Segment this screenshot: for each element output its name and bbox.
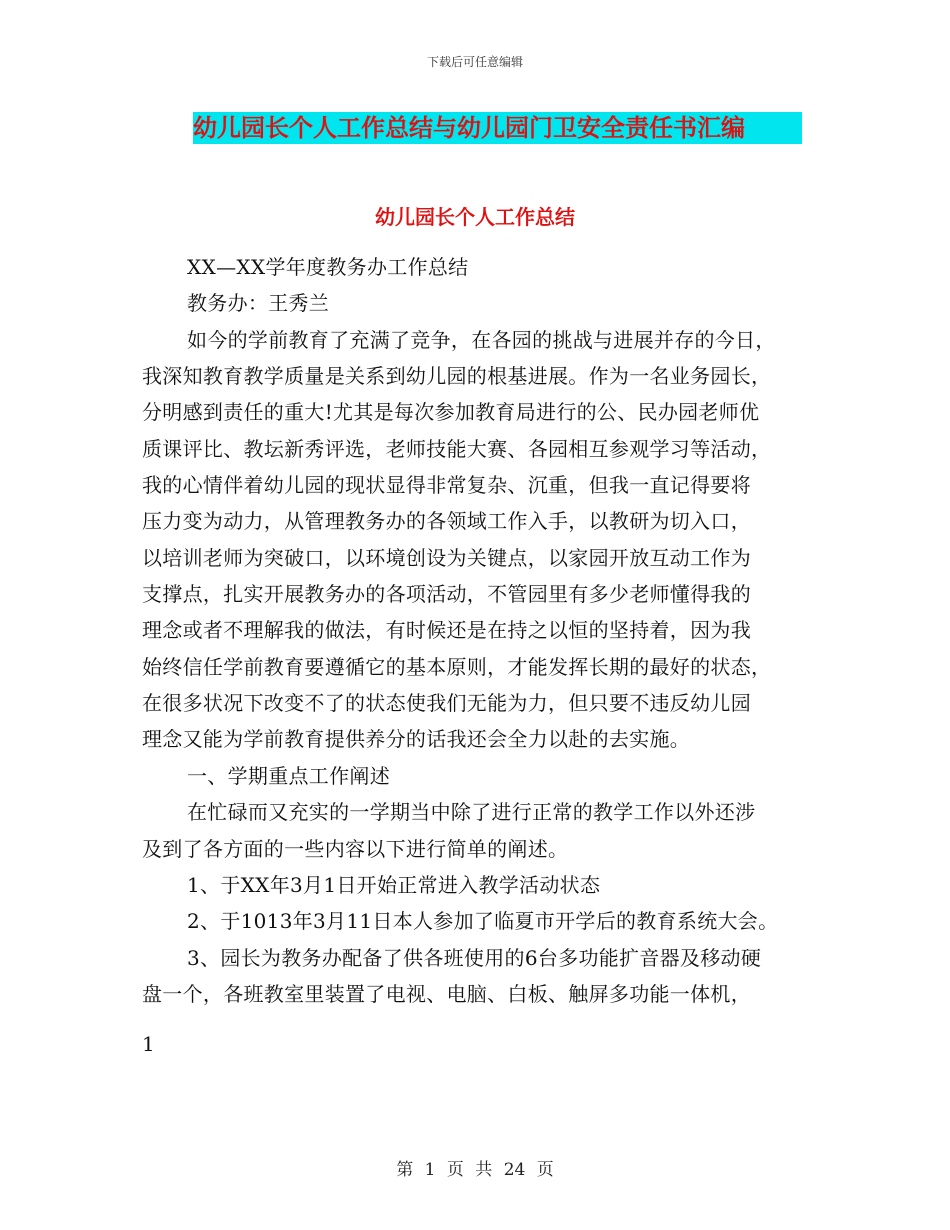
download-note: 下载后可任意编辑: [426, 55, 523, 69]
text-line: 盘一个，各班教室里装置了电视、电脑、白板、触屏多功能一体机，: [142, 981, 751, 1006]
text-line: 以培训老师为突破口，以环境创设为关键点，以家园开放互动工作为: [142, 545, 751, 570]
text-line: 理念或者不理解我的做法，有时候还是在持之以恒的坚持着，因为我: [142, 618, 751, 643]
inline-page-number: 1: [142, 1032, 155, 1056]
text-line: XX—XX学年度教务办工作总结: [187, 255, 469, 279]
text-line: 分明感到责任的重大!尤其是每次参加教育局进行的公、民办园老师优: [142, 400, 760, 425]
text-line: 我的心情伴着幼儿园的现状显得非常复杂、沉重，但我一直记得要将: [142, 473, 751, 498]
text-line: 及到了各方面的一些内容以下进行简单的阐述。: [142, 836, 569, 861]
document-title: 幼儿园长个人工作总结与幼儿园门卫安全责任书汇编: [193, 112, 802, 144]
body-text: [142, 249, 822, 1012]
text-line: 始终信任学前教育要遵循它的基本原则，才能发挥长期的最好的状态，: [142, 654, 772, 679]
text-line: 理念又能为学前教育提供养分的话我还会全力以赴的去实施。: [142, 727, 691, 752]
section-title: 幼儿园长个人工作总结: [375, 205, 575, 229]
text-line: 教务办：王秀兰: [187, 291, 330, 316]
text-line: 我深知教育教学质量是关系到幼儿园的根基进展。作为一名业务园长，: [142, 364, 772, 389]
text-line: 质课评比、教坛新秀评选，老师技能大赛、各园相互参观学习等活动，: [142, 436, 772, 461]
text-line: 3、园长为教务办配备了供各班使用的6台多功能扩音器及移动硬: [187, 945, 762, 970]
text-line: 压力变为动力，从管理教务办的各领域工作入手，以教研为切入口，: [142, 509, 751, 534]
page-footer: 第 1 页 共 24 页: [396, 1160, 554, 1180]
text-line: 2、于1013年3月11日本人参加了临夏市开学后的教育系统大会。: [187, 909, 779, 934]
text-line: 一、学期重点工作阐述: [187, 763, 390, 788]
text-line: 在忙碌而又充实的一学期当中除了进行正常的教学工作以外还涉: [187, 800, 756, 825]
text-line: 支撑点，扎实开展教务办的各项活动，不管园里有多少老师懂得我的: [142, 582, 751, 607]
text-line: 1、于XX年3月1日开始正常进入教学活动状态: [187, 872, 601, 897]
text-line: 在很多状况下改变不了的状态使我们无能为力，但只要不违反幼儿园: [142, 691, 751, 716]
text-line: 如今的学前教育了充满了竞争，在各园的挑战与进展并存的今日，: [187, 327, 776, 352]
